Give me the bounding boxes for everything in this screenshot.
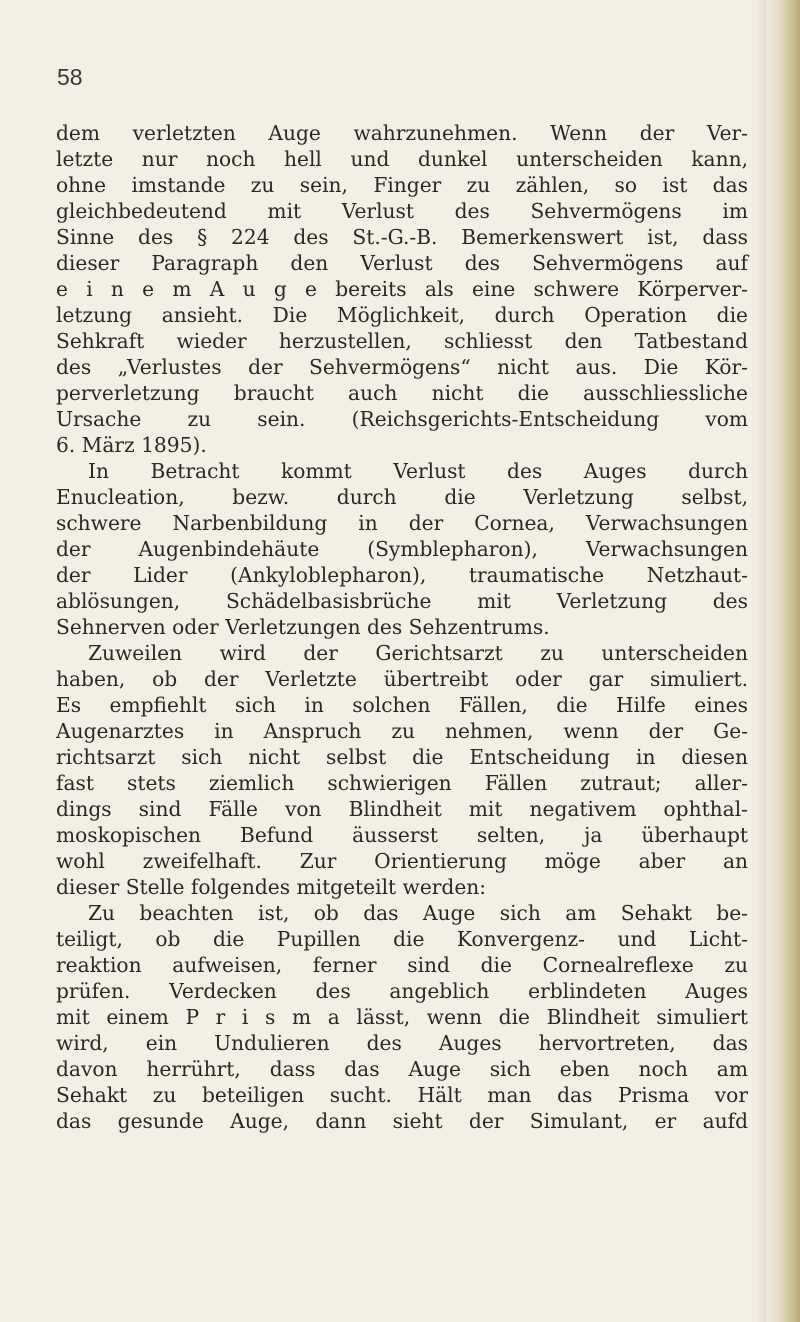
text-line: Sehnerven oder Verletzungen des Sehzentrums. (56, 615, 550, 639)
text-line: 6. März 1895). (56, 433, 207, 457)
text-line: ohne imstande zu sein, Finger zu zählen, so ist das (56, 173, 748, 197)
text-line: der Lider (Ankyloblepharon), traumatische Netzhaut- (56, 563, 748, 587)
text-line: fast stets ziemlich schwierigen Fällen zutraut; aller- (56, 771, 748, 795)
text-line: der Augenbindehäute (Symblepharon), Verwachsungen (56, 537, 748, 561)
text-line: Sehkraft wieder herzustellen, schliesst den Tatbestand (56, 329, 748, 353)
text-line: letzung ansieht. Die Möglichkeit, durch Operation die (56, 303, 748, 327)
text-line: mit einem P r i s m a lässt, wenn die Blindheit simuliert (56, 1005, 748, 1029)
text-line: dieser Paragraph den Verlust des Sehvermögens auf (56, 251, 748, 275)
text-line: davon herrührt, dass das Auge sich eben noch am (56, 1057, 748, 1081)
text-line: schwere Narbenbildung in der Cornea, Verwachsungen (56, 511, 748, 535)
text-line: wohl zweifelhaft. Zur Orientierung möge aber an (56, 849, 748, 873)
text-line: haben, ob der Verletzte übertreibt oder gar simuliert. (56, 667, 748, 691)
text-line: In Betracht kommt Verlust des Auges durch (88, 459, 748, 483)
text-line: moskopischen Befund äusserst selten, ja überhaupt (56, 823, 748, 847)
text-line: prüfen. Verdecken des angeblich erblindeten Auges (56, 979, 748, 1003)
text-line: Enucleation, bezw. durch die Verletzung selbst, (56, 485, 748, 509)
text-line: gleichbedeutend mit Verlust des Sehvermögens im (56, 199, 748, 223)
text-line: reaktion aufweisen, ferner sind die Cornealreflexe zu (56, 953, 748, 977)
text-line: Augenarztes in Anspruch zu nehmen, wenn der Ge- (56, 719, 748, 743)
text-line: ablösungen, Schädelbasisbrüche mit Verletzung des (56, 589, 748, 613)
text-line: Es empfiehlt sich in solchen Fällen, die Hilfe eines (56, 693, 748, 717)
page-number: 58 (57, 64, 83, 90)
text-line: letzte nur noch hell und dunkel unterscheiden kann, (56, 147, 748, 171)
text-line: Sinne des § 224 des St.-G.-B. Bemerkenswert ist, dass (56, 225, 748, 249)
text-line: dings sind Fälle von Blindheit mit negativem ophthal- (56, 797, 748, 821)
text-line: e i n e m A u g e bereits als eine schwere Körperver- (56, 277, 748, 301)
text-line: Zuweilen wird der Gerichtsarzt zu unterscheiden (88, 641, 748, 665)
text-line: Sehakt zu beteiligen sucht. Hält man das Prisma vor (56, 1083, 748, 1107)
text-line: Ursache zu sein. (Reichsgerichts-Entscheidung vom (56, 407, 748, 431)
text-line: teiligt, ob die Pupillen die Konvergenz- und Licht- (56, 927, 748, 951)
text-line: dieser Stelle folgendes mitgeteilt werden: (56, 875, 487, 899)
text-line: richtsarzt sich nicht selbst die Entscheidung in diesen (56, 745, 748, 769)
text-line: das gesunde Auge, dann sieht der Simulant, er aufd (56, 1109, 748, 1133)
text-line: des „Verlustes der Sehvermögens“ nicht aus. Die Kör- (56, 355, 748, 379)
binding-shadow (756, 0, 766, 1322)
text-line: dem verletzten Auge wahrzunehmen. Wenn der Ver- (56, 121, 748, 145)
page-binding-edge (766, 0, 800, 1322)
text-line: perverletzung braucht auch nicht die ausschliessliche (56, 381, 748, 405)
body-text (56, 120, 748, 1134)
text-line: wird, ein Undulieren des Auges hervortreten, das (56, 1031, 748, 1055)
text-line: Zu beachten ist, ob das Auge sich am Sehakt be- (88, 901, 748, 925)
